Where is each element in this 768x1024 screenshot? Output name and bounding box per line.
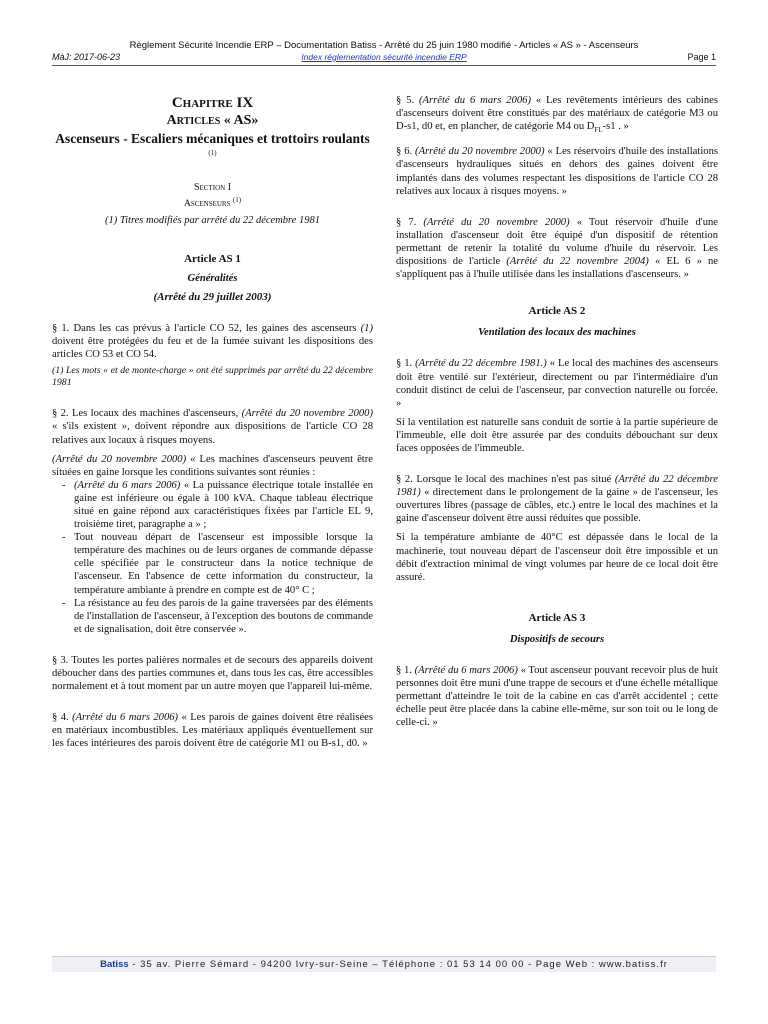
article-as1-heading: Article AS 1	[184, 252, 241, 265]
paragraph-as1-1: § 1. Dans les cas prévus à l'article CO 52, les gaines des ascenseurs (1) doivent être protégées du feu et de la fumée suivant les dispositions des articles CO 53 et CO 54.	[52, 323, 373, 361]
footer-contact: - 35 av. Pierre Sémard - 94200 Ivry-sur-Seine – Téléphone : 01 53 14 00 00 - Page Web : www.batiss.fr	[128, 959, 668, 970]
article-as1-date: (Arrêté du 29 juillet 2003)	[153, 290, 272, 303]
paragraph-as2-1: § 1. (Arrêté du 22 décembre 1981.) « Le local des machines des ascenseurs doit être ventilé sur l'extérieur, directement ou par l'intermédiaire d'un conduit distinct de celui de l'ascenseur, par convection naturelle ou forcée. »	[396, 358, 719, 409]
paragraph-as1-5: § 5. (Arrêté du 6 mars 2006) « Les revêtements intérieurs des cabines d'ascenseurs doivent être constitués par des matériaux de catégorie M3 ou D-s1, d0 et, en plancher, de catégorie M4 ou $D_{FL}-s1$ . »	[396, 95, 718, 135]
titles-note: (1) Titres modifiés par arrêté du 22 décembre 1981	[104, 214, 321, 226]
list-item: - La résistance au feu des parois de la gaine traversées par des éléments de l'installation de l'ascenseur, à l'exception des boutons de commande et de signalisation, doit être conservée ».	[62, 597, 373, 636]
article-as3-subtitle: Dispositifs de secours	[509, 633, 605, 645]
articles-title: Articles « AS»	[166, 113, 259, 128]
paragraph-as1-4: § 4. (Arrêté du 6 mars 2006) « Les parois de gaines doivent être réalisées en matériaux incombustibles. Les matériaux appliqués éventuellement sur les faces intérieures des parois doivent être de catégorie M1 ou B-s1, d0. »	[52, 712, 373, 750]
paragraph-as3-1: § 1. (Arrêté du 6 mars 2006) « Tout ascenseur pouvant recevoir plus de huit personnes doit être muni d'une trappe de secours et d'une échelle métallique permettant d'atteindre le toit de la cabine en cas d'arrêt accidentel ; cette échelle peut être placée dans la cabine elle-même, sur son toit ou le long de celle-ci. »	[396, 665, 718, 729]
article-as1-subtitle: Généralités	[187, 272, 238, 284]
article-as2-subtitle: Ventilation des locaux des machines	[478, 327, 636, 339]
paragraph-as2-2: § 2. Lorsque le local des machines n'est pas situé (Arrêté du 22 décembre 1981) « directement dans le prolongement de la gaine » de l'ascenseur, les ouvertures libres (passage de câbles, etc.) entre le local des machines et la gaine d'ascenseur doivent être aussi réduites que possible.	[396, 474, 719, 525]
article-as3-heading: Article AS 3	[528, 611, 586, 624]
list-item: - (Arrêté du 6 mars 2006) « La puissance électrique totale installée en gaine est inférieure ou égale à 100 kVA. Chaque tableau électrique situé en gaine répond aux caractéristiques fixées par l'article EL 9, troisième tiret, paragraphe a » ;	[62, 479, 373, 531]
chapter-title: Chapitre IX	[171, 95, 254, 111]
conditions-list	[62, 479, 373, 636]
paragraph-as1-6: § 6. (Arrêté du 20 novembre 2000) « Les réservoirs d'huile des installations d'ascenseurs hydrauliques situés en dehors des gaines doivent être implantés dans des volumes respectant les dispositions de l'article CO 28 relatives aux locaux à risques moyens. »	[396, 146, 718, 197]
footnote-as1-1: (1) Les mots « et de monte-charge » ont été supprimés par arrêté du 22 décembre 1981	[52, 365, 373, 389]
right-column	[396, 94, 718, 729]
update-date: MàJ: 2017-06-23	[52, 52, 121, 62]
paragraph-as2-1b: Si la ventilation est naturelle sans conduit de sortie à la partie supérieure de l'immeuble, elle doit être assurée par des conduits débouchant sur deux faces opposées de l'immeuble.	[396, 416, 718, 454]
paragraph-as1-2b: (Arrêté du 20 novembre 2000) « Les machines d'ascenseurs peuvent être situées en gaine lorsque les conditions suivantes sont réunies :	[52, 453, 373, 478]
paragraph-as2-2b: Si la température ambiante de 40°C est dépassée dans le local de la machinerie, tout nouveau départ de l'ascenseur doit être impossible et un débit d'extraction minimal de vingt volumes par heure de ce local doit être assuré.	[396, 532, 718, 583]
brand-logo: Batiss	[100, 959, 129, 970]
section-number: Section I	[193, 181, 232, 193]
header-info-row	[52, 52, 716, 66]
chapter-subtitle: Ascenseurs - Escaliers mécaniques et trottoirs roulants $^{(1)}$	[55, 131, 370, 157]
index-link[interactable]: Index réglementation sécurité incendie ERP	[301, 52, 467, 62]
article-as2-heading: Article AS 2	[528, 305, 586, 318]
paragraph-as1-2: § 2. Les locaux des machines d'ascenseurs, (Arrêté du 20 novembre 2000) « s'ils existent », doivent répondre aux dispositions de l'article CO 28 relatives aux locaux à risques moyens.	[52, 408, 374, 446]
page-footer	[52, 956, 716, 972]
paragraph-as1-7: § 7. (Arrêté du 20 novembre 2000) « Tout réservoir d'huile d'une installation d'ascenseur doit être équipé d'un dispositif de rétention permettant de retenir la totalité du volume d'huile du réservoir. Les dispositions de l'article (Arrêté du 22 novembre 2004) « EL 6 » ne s'appliquent pas à l'huile utilisée dans les installations d'ascenseurs. »	[396, 216, 719, 281]
list-item: - Tout nouveau départ de l'ascenseur est impossible lorsque la température des machines ou de leurs organes de commande dépasse celle spécifiée par le constructeur dans la notice technique de l'ascenseur. En l'absence de cette information du constructeur, la température ambiante à prendre en compte est de 40° C ;	[62, 531, 373, 596]
paragraph-as1-3: § 3. Toutes les portes palières normales et de secours des appareils doivent déboucher dans des parties communes et, dans tous les cas, être accessibles normalement et à tout moment par un autre moyen que l'appareil lui-même.	[52, 654, 373, 693]
document-title: Règlement Sécurité Incendie ERP – Documentation Batiss - Arrêté du 25 juin 1980 modifié - Articles « AS » - Ascenseurs	[129, 40, 639, 51]
page-number: Page 1	[687, 52, 716, 62]
section-name: Ascenseurs $^{(1)}$	[183, 195, 242, 209]
left-column	[52, 94, 373, 750]
